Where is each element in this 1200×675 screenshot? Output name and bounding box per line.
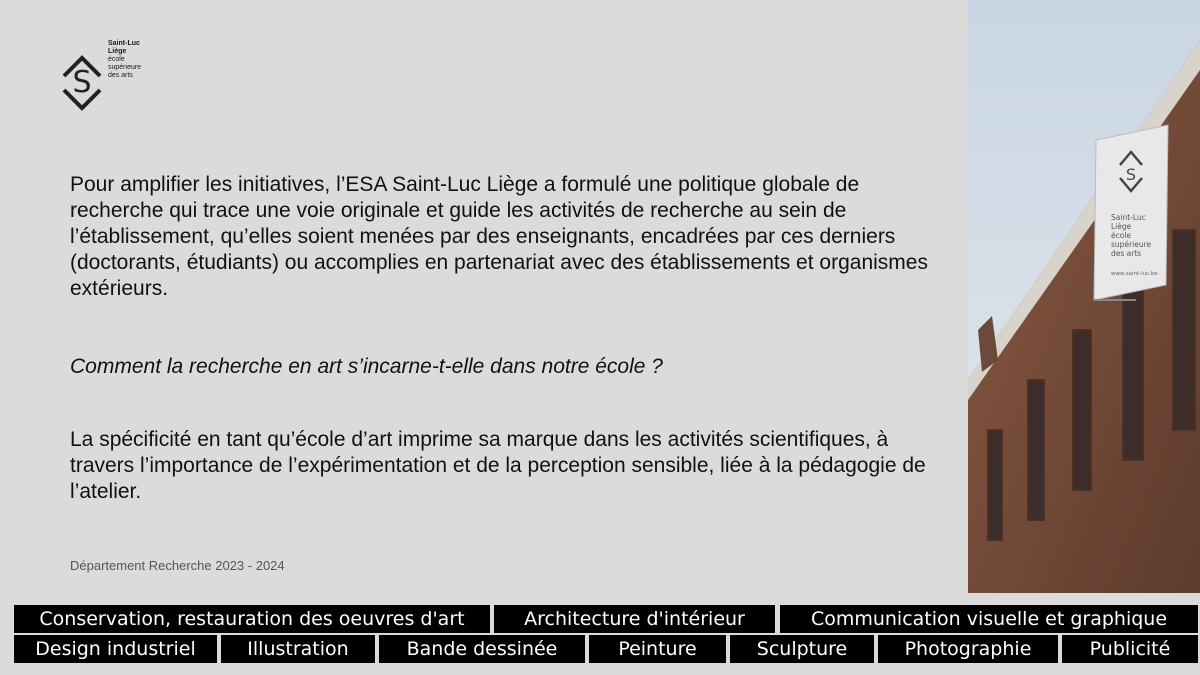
tag-design[interactable]: Design industriel — [14, 635, 217, 663]
banner-line: Saint-Luc — [1111, 213, 1146, 222]
tag-communication[interactable]: Communication visuelle et graphique — [780, 605, 1198, 633]
banner-url: www.saint-luc.be — [1111, 271, 1158, 277]
banner-line: des arts — [1111, 249, 1142, 258]
question-paragraph: Comment la recherche en art s’incarne-t-elle dans notre école ? — [70, 355, 663, 378]
logo-line: école — [108, 56, 125, 63]
logo-line: Saint-Luc — [108, 40, 140, 47]
tag-sculpture[interactable]: Sculpture — [730, 635, 874, 663]
tag-architecture[interactable]: Architecture d'intérieur — [494, 605, 775, 633]
banner-line: Liège — [1111, 222, 1132, 231]
tag-conservation[interactable]: Conservation, restauration des oeuvres d'art — [14, 605, 490, 633]
logo-wordmark — [108, 40, 141, 80]
department-tags — [0, 603, 1200, 675]
specificity-paragraph: La spécificité en tant qu’école d’art imprime sa marque dans les activités scientifiques, à travers l’importance de l’expérimentation et de la perception sensible, liée à la pédagogie de l’atelier. — [70, 428, 926, 503]
tag-bd[interactable]: Bande dessinée — [379, 635, 585, 663]
tag-illustration[interactable]: Illustration — [221, 635, 375, 663]
tag-publicite[interactable]: Publicité — [1062, 635, 1198, 663]
tag-photographie[interactable]: Photographie — [878, 635, 1058, 663]
building-photo — [968, 0, 1200, 593]
logo-line: Liège — [108, 48, 127, 55]
logo-line: supérieure — [108, 64, 142, 71]
logo-line: des arts — [108, 72, 133, 79]
banner-line: école — [1111, 231, 1132, 240]
banner-flag — [1094, 125, 1168, 300]
intro-paragraph: Pour amplifier les initiatives, l’ESA Saint-Luc Liège a formulé une politique globale de recherche qui trace une voie originale et guide les activités de recherche au sein de l’établissement, qu’elles soient menées par des enseignants, encadrées par ces derniers (doctorants, étudiants) ou accomplies en partenariat avec des établissements et organismes extérieurs. — [70, 173, 928, 300]
banner-line: supérieure — [1111, 240, 1152, 249]
svg-text:S: S — [72, 65, 92, 100]
svg-text:S: S — [1125, 165, 1137, 184]
tag-peinture[interactable]: Peinture — [589, 635, 726, 663]
department-note: Département Recherche 2023 - 2024 — [70, 558, 285, 573]
